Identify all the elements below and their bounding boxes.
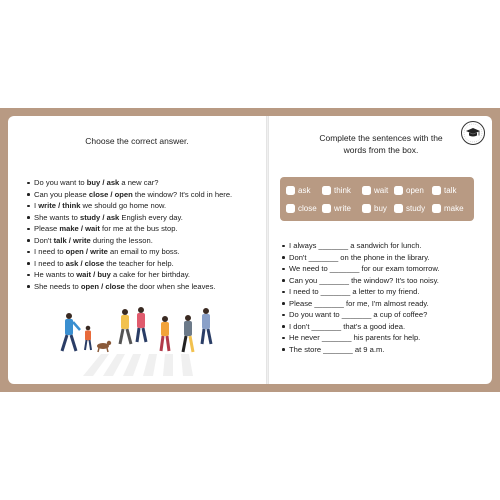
choice-item: [26, 189, 232, 201]
people-walking-illustration: [53, 306, 223, 378]
choice-text-after: for me at the bus stop.: [99, 224, 178, 233]
right-instruction: [291, 133, 471, 156]
choice-text-after: a new car?: [119, 178, 159, 187]
word-box: [280, 177, 474, 221]
checkbox-icon[interactable]: [286, 186, 295, 195]
word-box-item[interactable]: [362, 183, 388, 197]
right-instruction-line1: Complete the sentences with the: [319, 133, 443, 143]
sentence-list: [281, 240, 440, 355]
choice-item: [26, 258, 232, 270]
choice-options[interactable]: make / wait: [59, 224, 100, 233]
word-box-item[interactable]: [394, 201, 425, 215]
choice-text-before: She wants to: [34, 212, 81, 222]
choice-list: [26, 177, 232, 292]
choice-text-before: She needs to: [34, 281, 81, 291]
word-label: write: [334, 203, 351, 213]
choice-options[interactable]: buy / ask: [86, 178, 120, 187]
checkbox-icon[interactable]: [394, 204, 403, 213]
checkbox-icon[interactable]: [362, 186, 371, 195]
sentence-item: The store _______ at 9 a.m.: [281, 344, 440, 356]
choice-text-after: English every day.: [119, 212, 183, 222]
right-page: [269, 116, 492, 384]
word-box-item[interactable]: [394, 183, 424, 197]
choice-item: [26, 235, 232, 247]
choice-options[interactable]: close / open: [88, 189, 133, 199]
choice-item: [26, 246, 232, 258]
choice-options[interactable]: ask / close: [65, 258, 105, 268]
choice-item: [26, 281, 232, 293]
choice-options[interactable]: open / close: [80, 281, 125, 291]
sentence-item: He never _______ his parents for help.: [281, 332, 440, 344]
choice-text-before: I: [34, 201, 39, 210]
word-box-item[interactable]: [432, 183, 456, 197]
right-instruction-line2: words from the box.: [343, 144, 419, 155]
sentence-item: I don't _______ that's a good idea.: [281, 321, 440, 333]
word-label: talk: [444, 185, 457, 195]
sentence-item: Don't _______ on the phone in the library.: [281, 252, 440, 264]
choice-text-after: a cake for her birthday.: [110, 270, 191, 279]
choice-item: [26, 223, 232, 235]
choice-text-after: the teacher for help.: [104, 258, 174, 268]
word-label: ask: [298, 185, 311, 195]
checkbox-icon[interactable]: [322, 186, 331, 195]
word-label: open: [406, 185, 424, 195]
word-label: close: [298, 203, 317, 213]
choice-text-before: I need to: [34, 258, 66, 268]
choice-text-after: we should go home now.: [80, 201, 167, 210]
choice-item: [26, 212, 232, 224]
word-label: make: [444, 203, 464, 213]
choice-options[interactable]: talk / write: [53, 235, 91, 245]
word-box-item[interactable]: [322, 201, 351, 215]
choice-text-before: Can you please: [34, 189, 89, 199]
choice-text-after: during the lesson.: [90, 235, 153, 245]
choice-text-after: the door when she leaves.: [124, 281, 216, 291]
checkbox-icon[interactable]: [394, 186, 403, 195]
checkbox-icon[interactable]: [432, 186, 441, 195]
choice-options[interactable]: open / write: [65, 247, 108, 256]
left-page: [8, 116, 266, 384]
checkbox-icon[interactable]: [286, 204, 295, 213]
choice-options[interactable]: study / ask: [80, 212, 120, 222]
sentence-item: Can you _______ the window? It's too noisy.: [281, 275, 440, 287]
choice-text-before: Do you want to: [34, 178, 87, 187]
choice-text-before: Please: [34, 224, 60, 233]
sentence-item: I always _______ a sandwich for lunch.: [281, 240, 440, 252]
word-label: wait: [374, 185, 389, 195]
choice-options[interactable]: write / think: [38, 201, 81, 210]
sentence-item: Do you want to _______ a cup of coffee?: [281, 309, 440, 321]
sentence-item: We need to _______ for our exam tomorrow.: [281, 263, 440, 275]
word-box-item[interactable]: [362, 201, 387, 215]
choice-options[interactable]: wait / buy: [76, 270, 111, 279]
word-label: buy: [374, 203, 387, 213]
word-box-item[interactable]: [322, 183, 351, 197]
choice-text-before: Don't: [34, 235, 54, 245]
word-box-item[interactable]: [286, 201, 317, 215]
word-box-item[interactable]: [286, 183, 310, 197]
choice-text-after: an email to my boss.: [107, 247, 180, 256]
choice-text-before: He wants to: [34, 270, 77, 279]
checkbox-icon[interactable]: [322, 204, 331, 213]
word-label: study: [406, 203, 426, 213]
checkbox-icon[interactable]: [362, 204, 371, 213]
choice-item: [26, 200, 232, 212]
sentence-item: I need to _______ a letter to my friend.: [281, 286, 440, 298]
checkbox-icon[interactable]: [432, 204, 441, 213]
choice-text-before: I need to: [34, 247, 66, 256]
sentence-item: Please _______ for me, I'm almost ready.: [281, 298, 440, 310]
choice-item: [26, 269, 232, 281]
choice-text-after: the window? It's cold in here.: [132, 189, 233, 199]
word-box-item[interactable]: [432, 201, 464, 215]
word-label: think: [334, 185, 351, 195]
left-instruction: Choose the correct answer.: [85, 136, 189, 146]
choice-item: [26, 177, 232, 189]
